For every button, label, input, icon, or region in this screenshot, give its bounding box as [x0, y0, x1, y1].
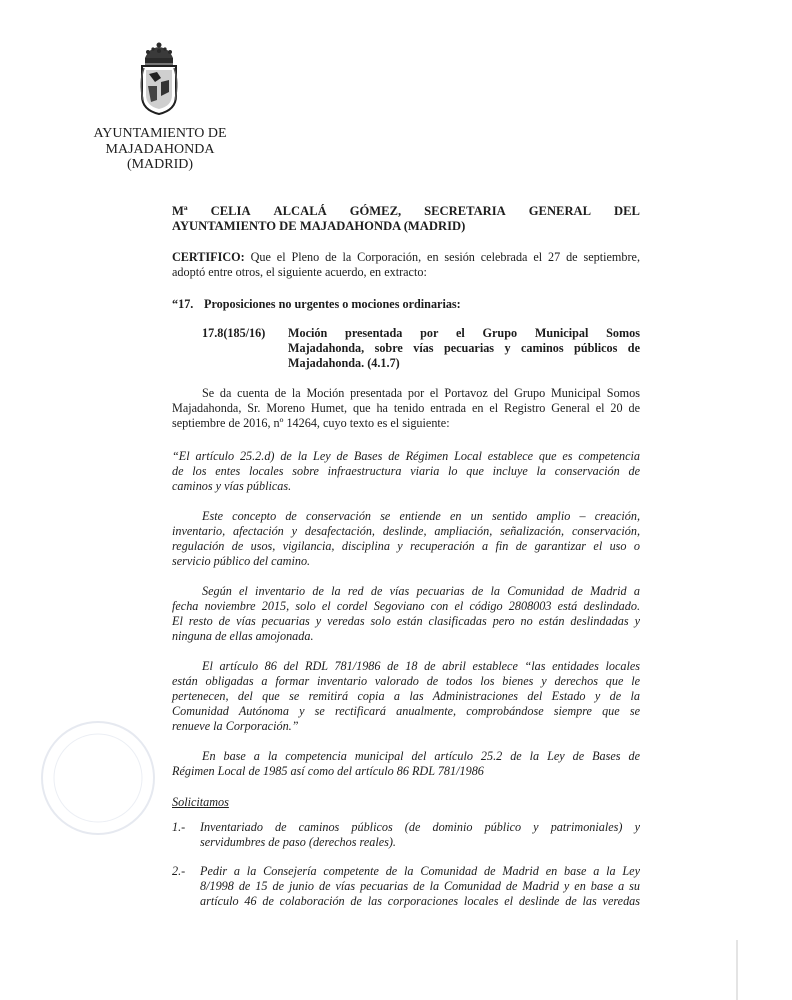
- request-item: [172, 864, 640, 910]
- quote-line: caminos y vías públicas.: [172, 479, 292, 493]
- quote-line: regulación de usos, vigilancia, disciplina y recuperación a fin de garantizar el uso o: [172, 539, 640, 553]
- title-word: GENERAL: [528, 204, 592, 218]
- title-word: DEL: [614, 204, 640, 218]
- motion-heading: [172, 326, 640, 372]
- quote-line: pertenecen, del que se remitirá copia a las Administraciones del Estado y de la: [172, 689, 640, 703]
- municipality-header: [80, 126, 240, 173]
- municipality-line: (MADRID): [126, 157, 194, 172]
- quote-line: están obligadas a formar inventario valorado de todos los bienes y derechos que le: [172, 674, 640, 688]
- motion-title-line: Moción presentada por el Grupo Municipal Somos: [288, 326, 640, 340]
- intro-line: Se da cuenta de la Moción presentada por el Portavoz del Grupo Municipal Somos: [202, 386, 640, 400]
- motion-number: 17.8(185/16): [202, 326, 266, 340]
- intro-line: septiembre de 2016, nº 14264, cuyo texto es el siguiente:: [172, 416, 450, 430]
- quote-line: En base a la competencia municipal del artículo 25.2 de la Ley de Bases de: [202, 749, 640, 763]
- quote-line: inventario, afectación y desafectación, deslinde, ampliación, señalización, conservación,: [172, 524, 640, 538]
- quote-line: Comunidad Autónoma y se rectificará anualmente, comprobándose siempre que se: [172, 704, 640, 718]
- request-text-line: artículo 46 de colaboración de las corporaciones locales el deslinde de las veredas: [200, 894, 640, 908]
- request-number: 1.-: [172, 820, 186, 834]
- certifico-line2: adoptó entre otros, el siguiente acuerdo, en extracto:: [172, 265, 427, 279]
- quote-line: renueve la Corporación.”: [172, 719, 299, 733]
- title-word: Mª: [172, 204, 188, 218]
- title-word: ALCALÁ: [273, 204, 327, 218]
- certifier-title: [172, 204, 640, 218]
- intro-line: Majadahonda, Sr. Moreno Humet, que ha tenido entrada en el Registro General el 20 de: [172, 401, 640, 415]
- quote-line: Según el inventario de la red de vías pecuarias de la Comunidad de Madrid a: [202, 584, 640, 598]
- quote-line: “El artículo 25.2.d) de la Ley de Bases de Régimen Local establece que es competencia: [172, 449, 640, 463]
- section-number: “17.: [172, 297, 194, 311]
- quote-line: de los entes locales sobre infraestructura viaria lo que incluye la conservación de: [172, 464, 640, 478]
- municipality-line: MAJADAHONDA: [105, 141, 215, 157]
- solicitamos-heading: Solicitamos: [172, 795, 229, 809]
- request-text-line: 8/1998 de 15 de junio de vías pecuarias de la Comunidad de Madrid y en base a su: [200, 879, 640, 893]
- request-text-line: Inventariado de caminos públicos (de dominio público y patrimoniales) y: [200, 820, 640, 834]
- motion-title-line: Majadahonda, sobre vías pecuarias y caminos públicos de: [288, 341, 640, 355]
- title-word: CELIA: [210, 204, 251, 218]
- title-word: SECRETARIA: [424, 204, 506, 218]
- certifico-line: [172, 250, 640, 264]
- certifico-label: CERTIFICO:: [172, 250, 245, 264]
- request-text-line: Pedir a la Consejería competente de la Comunidad de Madrid en base a la Ley: [200, 864, 640, 878]
- request-text-line: servidumbres de paso (derechos reales).: [200, 835, 396, 849]
- request-number: 2.-: [172, 864, 186, 878]
- section-title: Proposiciones no urgentes o mociones ordinarias:: [204, 297, 461, 311]
- coat-of-arms-icon: [135, 42, 183, 116]
- quote-line: fecha noviembre 2015, solo el cordel Segoviano con el código 2808003 está deslindado.: [172, 599, 640, 613]
- request-item: [172, 820, 640, 850]
- municipality-line: AYUNTAMIENTO DE: [93, 126, 227, 141]
- motion-title-line: Majadahonda. (4.1.7): [288, 356, 400, 370]
- quote-line: ninguna de ellas amojonada.: [172, 629, 314, 643]
- title-word: GÓMEZ,: [349, 204, 402, 218]
- certifier-title-line2: AYUNTAMIENTO DE MAJADAHONDA (MADRID): [172, 219, 466, 233]
- quote-line: servicio público del camino.: [172, 554, 311, 568]
- quote-line: El artículo 86 del RDL 781/1986 de 18 de abril establece “las entidades locales: [202, 659, 640, 673]
- quote-line: El resto de vías pecuarias y veredas solo están clasificadas pero no están deslindadas y: [172, 614, 640, 628]
- page-edge-mark: [736, 940, 738, 1000]
- certifico-text: Que el Pleno de la Corporación, en sesión celebrada el 27 de septiembre,: [244, 250, 640, 264]
- seal-stamp: [38, 716, 178, 846]
- quote-line: Este concepto de conservación se entiende en un sentido amplio – creación,: [202, 509, 640, 523]
- quote-line: Régimen Local de 1985 así como del artículo 86 RDL 781/1986: [172, 764, 484, 778]
